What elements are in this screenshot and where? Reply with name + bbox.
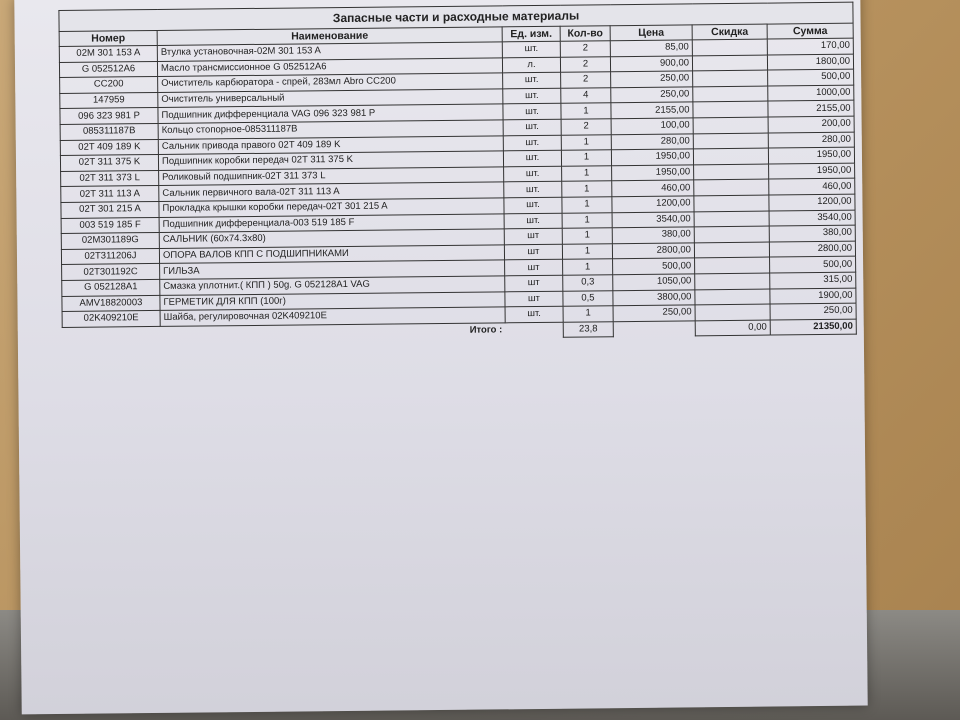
totals-spacer	[505, 322, 563, 338]
header-unit: Ед. изм.	[502, 26, 560, 42]
cell-unit: шт	[504, 244, 562, 260]
cell-number: 02T301192C	[62, 264, 160, 281]
paper-sheet	[14, 0, 867, 714]
cell-name: Втулка установочная-02M 301 153 A	[157, 42, 502, 61]
cell-number: G 052128A1	[62, 279, 160, 296]
cell-name: Сальник привода правого 02T 409 189 K	[158, 135, 503, 154]
header-discount: Скидка	[692, 24, 767, 40]
cell-sum: 1900,00	[770, 288, 856, 304]
cell-discount	[692, 39, 767, 55]
table-body	[59, 38, 856, 343]
cell-sum: 1200,00	[769, 194, 855, 210]
cell-unit: л.	[502, 57, 560, 73]
cell-price: 1200,00	[612, 196, 694, 212]
cell-discount	[695, 289, 770, 305]
cell-number: 147959	[60, 92, 158, 109]
cell-unit: шт.	[504, 197, 562, 213]
cell-price: 280,00	[611, 133, 693, 149]
cell-price: 250,00	[611, 87, 693, 103]
cell-number: 02M301189G	[61, 233, 159, 250]
cell-name: Смазка уплотнит.( КПП ) 50g. G 052128A1 VAG	[160, 276, 505, 295]
cell-sum: 500,00	[770, 256, 856, 272]
parts-table	[58, 2, 857, 344]
cell-qty: 1	[561, 103, 611, 119]
cell-unit: шт.	[504, 182, 562, 198]
cell-price: 2155,00	[611, 102, 693, 118]
cell-sum: 500,00	[768, 69, 854, 85]
cell-discount	[695, 273, 770, 289]
cell-price: 900,00	[610, 55, 692, 71]
cell-price: 500,00	[613, 258, 695, 274]
cell-sum: 250,00	[770, 303, 856, 319]
cell-sum: 200,00	[768, 116, 854, 132]
parts-table-container	[58, 2, 855, 344]
cell-discount	[694, 211, 769, 227]
cell-number: 02T311206J	[61, 248, 159, 265]
cell-price: 1950,00	[611, 149, 693, 165]
cell-unit: шт.	[503, 88, 561, 104]
header-number: Номер	[59, 30, 157, 46]
cell-discount	[694, 164, 769, 180]
cell-sum: 380,00	[769, 225, 855, 241]
cell-qty: 1	[561, 150, 611, 166]
cell-price: 85,00	[610, 40, 692, 56]
cell-price: 460,00	[612, 180, 694, 196]
cell-qty: 0,5	[563, 290, 613, 306]
cell-sum: 1950,00	[769, 163, 855, 179]
cell-name: ГИЛЬЗА	[160, 260, 505, 279]
cell-unit: шт.	[503, 72, 561, 88]
cell-qty: 4	[561, 87, 611, 103]
cell-number: AMV18820003	[62, 295, 160, 312]
cell-price: 100,00	[611, 118, 693, 134]
cell-name: Сальник первичного вала-02T 311 113 A	[159, 182, 504, 201]
cell-name: ОПОРА ВАЛОВ КПП С ПОДШИПНИКАМИ	[159, 245, 504, 264]
cell-qty: 1	[562, 228, 612, 244]
cell-name: Шайба, регулировочная 02K409210E	[160, 307, 505, 326]
cell-qty: 1	[562, 165, 612, 181]
cell-number: G 052512A6	[59, 61, 157, 78]
cell-discount	[693, 148, 768, 164]
cell-sum: 280,00	[768, 132, 854, 148]
cell-qty: 2	[561, 119, 611, 135]
cell-sum: 3540,00	[769, 210, 855, 226]
cell-price: 1950,00	[612, 165, 694, 181]
header-qty: Кол-во	[560, 26, 610, 42]
cell-sum: 1800,00	[767, 54, 853, 70]
cell-qty: 1	[561, 134, 611, 150]
cell-number: 085311187B	[60, 123, 158, 140]
cell-name: САЛЬНИК (60x74.3x80)	[159, 229, 504, 248]
totals-label: Итого :	[469, 324, 503, 336]
cell-qty: 1	[562, 243, 612, 259]
cell-unit: шт	[505, 291, 563, 307]
cell-unit: шт	[505, 275, 563, 291]
cell-unit: шт.	[503, 104, 561, 120]
cell-sum: 1000,00	[768, 85, 854, 101]
cell-sum: 1950,00	[768, 147, 854, 163]
cell-discount	[693, 133, 768, 149]
cell-price: 380,00	[612, 227, 694, 243]
cell-name: Подшипник коробки передач 02T 311 375 K	[158, 151, 503, 170]
cell-number: CC200	[60, 77, 158, 94]
cell-qty: 2	[560, 56, 610, 72]
cell-qty: 1	[562, 212, 612, 228]
cell-qty: 1	[563, 306, 613, 322]
cell-discount	[693, 117, 768, 133]
cell-sum: 460,00	[769, 179, 855, 195]
cell-name: Прокладка крышки коробки передач-02T 301 215 A	[159, 198, 504, 217]
cell-qty: 2	[561, 72, 611, 88]
cell-name: Очиститель карбюратора - спрей, 283мл Abro CC200	[158, 73, 503, 92]
cell-price: 2800,00	[612, 243, 694, 259]
cell-qty: 2	[560, 41, 610, 57]
cell-unit: шт	[505, 260, 563, 276]
cell-number: 02T 409 189 K	[60, 139, 158, 156]
cell-number: 003 519 185 F	[61, 217, 159, 234]
cell-name: Подшипник дифференциала VAG 096 323 981 P	[158, 104, 503, 123]
cell-discount	[693, 86, 768, 102]
cell-unit: шт	[504, 228, 562, 244]
cell-number: 096 323 981 P	[60, 108, 158, 125]
cell-price: 250,00	[613, 305, 695, 321]
header-price: Цена	[610, 25, 692, 41]
cell-sum: 2800,00	[769, 241, 855, 257]
cell-name: Подшипник дифференциала-003 519 185 F	[159, 213, 504, 232]
cell-qty: 1	[562, 197, 612, 213]
cell-discount	[694, 242, 769, 258]
cell-discount	[694, 195, 769, 211]
cell-price: 3540,00	[612, 211, 694, 227]
cell-number: 02T 311 373 L	[61, 170, 159, 187]
cell-sum: 170,00	[767, 38, 853, 54]
totals-qty: 23,8	[563, 321, 613, 337]
cell-price: 3800,00	[613, 289, 695, 305]
cell-unit: шт.	[504, 213, 562, 229]
totals-spacer	[613, 321, 695, 337]
cell-qty: 0,3	[563, 275, 613, 291]
cell-discount	[693, 70, 768, 86]
cell-discount	[694, 179, 769, 195]
cell-number: 02M 301 153 A	[59, 45, 157, 62]
cell-unit: шт.	[503, 135, 561, 151]
header-sum: Сумма	[767, 23, 853, 39]
cell-discount	[694, 226, 769, 242]
cell-name: Роликовый подшипник-02T 311 373 L	[159, 167, 504, 186]
cell-unit: шт.	[502, 41, 560, 57]
cell-price: 250,00	[611, 71, 693, 87]
cell-name: Очиститель универсальный	[158, 89, 503, 108]
cell-number: 02T 311 113 A	[61, 186, 159, 203]
cell-unit: шт.	[505, 306, 563, 322]
totals-sum: 21350,00	[770, 319, 856, 335]
cell-discount	[695, 257, 770, 273]
cell-name: Масло трансмиссионное G 052512A6	[157, 57, 502, 76]
cell-number: 02T 301 215 A	[61, 201, 159, 218]
cell-number: 02T 311 375 K	[60, 155, 158, 172]
header-name: Наименование	[157, 27, 502, 46]
cell-unit: шт.	[503, 119, 561, 135]
cell-discount	[692, 55, 767, 71]
cell-name: ГЕРМЕТИК ДЛЯ КПП (100г)	[160, 291, 505, 310]
cell-sum: 315,00	[770, 272, 856, 288]
totals-spacer	[62, 326, 160, 343]
cell-qty: 1	[562, 181, 612, 197]
cell-sum: 2155,00	[768, 101, 854, 117]
cell-unit: шт.	[504, 166, 562, 182]
cell-unit: шт.	[503, 150, 561, 166]
cell-discount	[693, 101, 768, 117]
cell-number: 02K409210E	[62, 311, 160, 328]
cell-price: 1050,00	[613, 274, 695, 290]
table-title: Запасные части и расходные материалы	[59, 2, 853, 31]
cell-name: Кольцо стопорное-085311187B	[158, 120, 503, 139]
cell-qty: 1	[563, 259, 613, 275]
cell-discount	[695, 304, 770, 320]
totals-discount: 0,00	[695, 320, 770, 336]
